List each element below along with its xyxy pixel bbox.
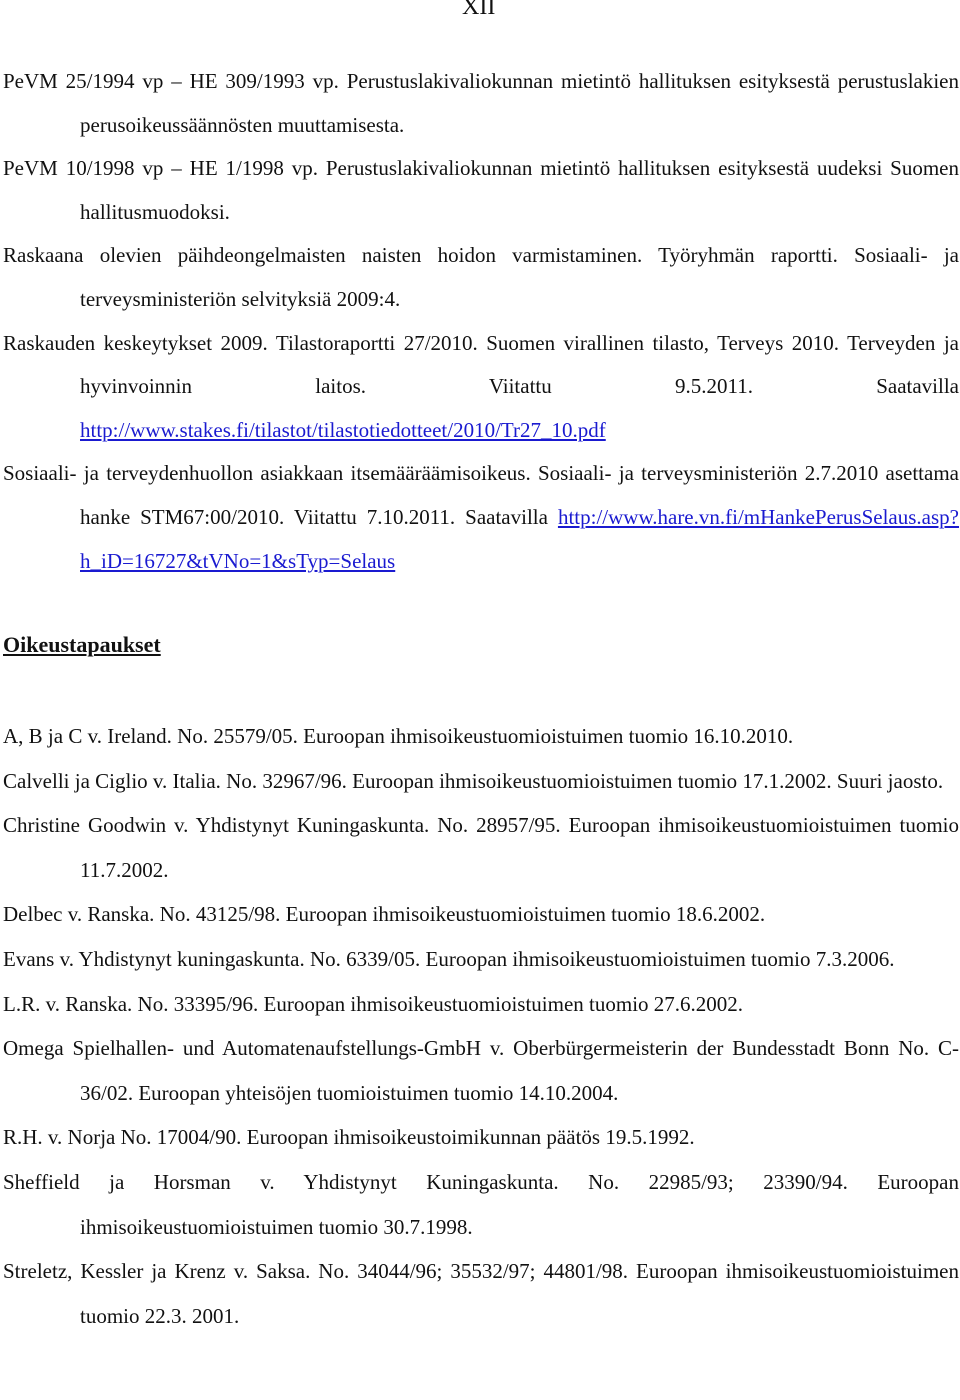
reference-text: Raskaana olevien päihdeongelmaisten naisten hoidon varmistaminen. Työryhmän raportti. Sosiaali- ja terveysministeriön selvityksiä 2009:4.: [3, 243, 959, 311]
reference-text: Raskauden keskeytykset 2009. Tilastoraportti 27/2010. Suomen virallinen tilasto, Terveys 2010. Terveyden ja hyvinvoinnin laitos. Viitattu 9.5.2011. Saatavilla: [3, 330, 959, 399]
case-entry: Christine Goodwin v. Yhdistynyt Kuningaskunta. No. 28957/95. Euroopan ihmisoikeustuomioistuimen tuomio 11.7.2002.: [3, 813, 959, 882]
case-entry: R.H. v. Norja No. 17004/90. Euroopan ihmisoikeustoimikunnan päätös 19.5.1992.: [3, 1125, 695, 1150]
page-number: XII: [462, 0, 496, 20]
case-list: [3, 714, 959, 1338]
reference-list: [3, 60, 959, 583]
reference-entry: [3, 234, 959, 321]
case-entry: A, B ja C v. Ireland. No. 25579/05. Euroopan ihmisoikeustuomioistuimen tuomio 16.10.2010.: [3, 724, 794, 748]
reference-entry: [3, 60, 959, 147]
section-heading: Oikeustapaukset: [3, 632, 161, 657]
reference-link[interactable]: http://www.stakes.fi/tilastot/tilastotiedotteet/2010/Tr27_10.pdf: [80, 417, 606, 442]
case-entry: Evans v. Yhdistynyt kuningaskunta. No. 6339/05. Euroopan ihmisoikeustuomioistuimen tuomio 7.3.2006.: [3, 946, 895, 971]
case-entry: Delbec v. Ranska. No. 43125/98. Euroopan ihmisoikeustuomioistuimen tuomio 18.6.2002.: [3, 902, 766, 927]
reference-entry: [3, 147, 959, 234]
reference-text: PeVM 10/1998 vp – HE 1/1998 vp. Perustuslakivaliokunnan mietintö hallituksen esityksestä uudeksi Suomen hallitusmuodoksi.: [3, 156, 959, 224]
reference-entry: [3, 322, 959, 453]
reference-text: Sosiaali- ja terveydenhuollon asiakkaan itsemääräämisoikeus. Sosiaali- ja terveysministeriön 2.7.2010 asettama hanke STM67:00/2010. Viitattu 7.10.2011. Saatavilla: [3, 461, 959, 529]
reference-link[interactable]: http://www.hare.vn.fi/mHankePerusSelaus.asp?h_iD=16727&tVNo=1&sTyp=Selaus: [80, 504, 959, 573]
case-entry: Calvelli ja Ciglio v. Italia. No. 32967/96. Euroopan ihmisoikeustuomioistuimen tuomio 17.1.2002. Suuri jaosto.: [3, 768, 944, 793]
case-entry: Streletz, Kessler ja Krenz v. Saksa. No. 34044/96; 35532/97; 44801/98. Euroopan ihmisoikeustuomioistuimen tuomio 22.3. 2001.: [3, 1259, 959, 1328]
reference-text: PeVM 25/1994 vp – HE 309/1993 vp. Perustuslakivaliokunnan mietintö hallituksen esityksestä perustuslakien perusoikeussäännösten muuttamisesta.: [3, 69, 959, 137]
case-entry: Omega Spielhallen- und Automatenaufstellungs-GmbH v. Oberbürgermeisterin der Bundesstadt Bonn No. C-36/02. Euroopan yhteisöjen tuomioistuimen tuomio 14.10.2004.: [3, 1036, 959, 1105]
case-entry: Sheffield ja Horsman v. Yhdistynyt Kuningaskunta. No. 22985/93; 23390/94. Euroopan ihmisoikeustuomioistuimen tuomio 30.7.1998.: [3, 1169, 959, 1239]
reference-entry: [3, 452, 959, 583]
case-entry: L.R. v. Ranska. No. 33395/96. Euroopan ihmisoikeustuomioistuimen tuomio 27.6.2002.: [3, 991, 744, 1016]
